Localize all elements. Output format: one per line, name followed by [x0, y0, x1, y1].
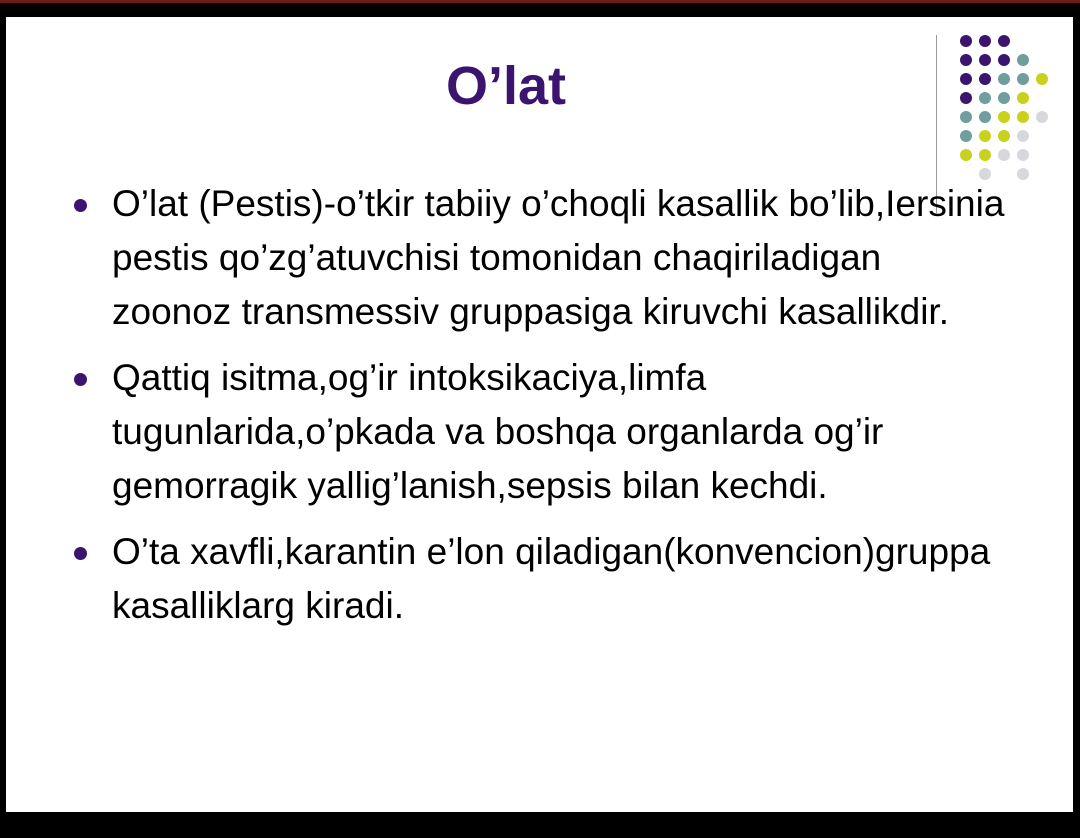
slide [6, 17, 1073, 812]
bullet-item [70, 177, 1010, 339]
decorative-dot-grid [956, 31, 1056, 191]
bullet-text: O’ta xavfli,karantin e’lon qiladigan(konvencion)gruppa kasalliklarg kiradi. [112, 531, 991, 626]
bullet-text: Qattiq isitma,og’ir intoksikaciya,limfa tugunlarida,o’pkada va boshqa organlarda og’ir gemorragik yallig’lanish,sepsis bilan kechdi. [112, 357, 884, 506]
bullet-text: O’lat (Pestis)-o’tkir tabiiy o’choqli kasallik bo’lib,Iersinia pestis qo’zg’atuvchisi tomonidan chaqiriladigan zoonoz transmessiv gruppasiga kiruvchi kasallikdir. [112, 183, 1005, 332]
bullet-item [70, 351, 1010, 513]
bottom-bar [0, 812, 1080, 838]
bullet-dot-icon [74, 199, 87, 212]
bullet-item [70, 525, 1010, 633]
bullet-list [70, 177, 1010, 645]
bullet-dot-icon [74, 547, 87, 560]
top-edge [0, 0, 1080, 3]
slide-title: O’lat [445, 56, 567, 116]
bullet-dot-icon [74, 373, 87, 386]
